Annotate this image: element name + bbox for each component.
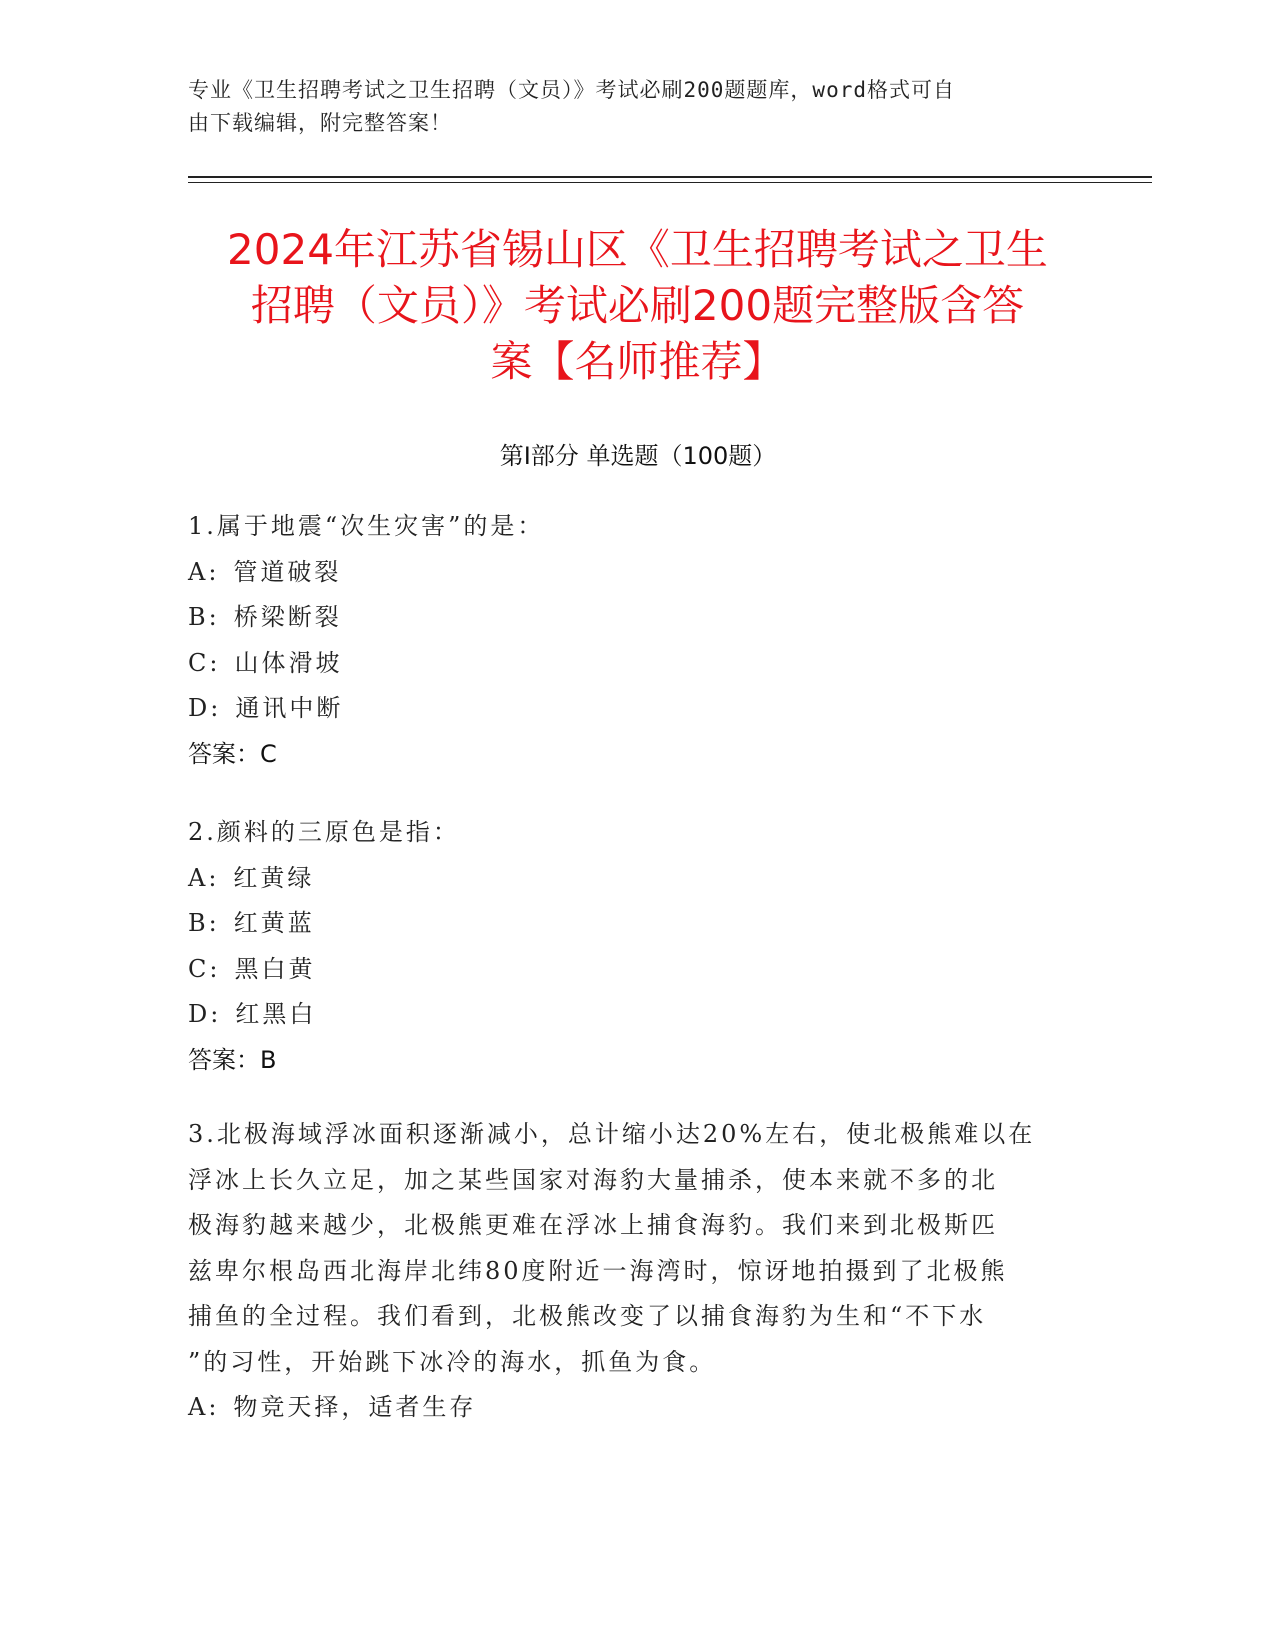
option-text: 通讯中断 xyxy=(235,694,344,722)
question-1-answer: 答案：C xyxy=(188,739,277,768)
option-text: 管道破裂 xyxy=(233,557,342,586)
option-letter: A: xyxy=(188,1393,220,1421)
option-text: 物竞天择，适者生存 xyxy=(233,1393,477,1421)
question-2-option-b xyxy=(188,901,1088,947)
document-title xyxy=(180,222,1095,390)
header-note-line-2: 由下载编辑，附完整答案！ xyxy=(188,111,452,135)
question-3-stem-line-1: 3.北极海域浮冰面积逐渐减小，总计缩小达20%左右，使北极熊难以在 xyxy=(188,1120,1036,1148)
option-letter: A: xyxy=(188,863,220,892)
option-letter: D: xyxy=(188,1000,222,1028)
question-1-option-a xyxy=(188,550,1088,596)
question-3-stem-line-5: 捕鱼的全过程。我们看到，北极熊改变了以捕食海豹为生和“不下水 xyxy=(188,1302,987,1330)
option-text: 红黑白 xyxy=(235,1000,317,1028)
question-2-stem: 2.颜料的三原色是指： xyxy=(188,818,460,846)
option-text: 红黄蓝 xyxy=(233,909,315,937)
header-divider-thin xyxy=(188,182,1152,183)
document-title-line-2: 招聘（文员）》考试必刷200题完整版含答 xyxy=(250,281,1025,330)
question-1-stem: 1.属于地震“次生灾害”的是： xyxy=(188,512,545,540)
option-text: 黑白黄 xyxy=(234,954,316,983)
question-3-stem-line-3: 极海豹越来越少，北极熊更难在浮冰上捕食海豹。我们来到北极斯匹 xyxy=(188,1211,998,1239)
header-note xyxy=(188,74,1068,140)
question-2-answer: 答案：B xyxy=(188,1045,277,1074)
option-text: 红黄绿 xyxy=(233,863,315,892)
question-3-stem-line-4: 兹卑尔根岛西北海岸北纬80度附近一海湾时，惊讶地拍摄到了北极熊 xyxy=(188,1256,1008,1285)
question-2-option-c xyxy=(188,947,1088,993)
question-2 xyxy=(188,810,1088,1083)
option-text: 山体滑坡 xyxy=(234,648,343,677)
option-letter: C: xyxy=(188,648,221,677)
option-text: 桥梁断裂 xyxy=(233,603,342,631)
question-3-option-a xyxy=(188,1385,1088,1431)
option-letter: A: xyxy=(188,557,220,586)
question-1-option-c xyxy=(188,641,1088,687)
question-1-option-b xyxy=(188,595,1088,641)
question-3-stem-line-2: 浮冰上长久立足，加之某些国家对海豹大量捕杀，使本来就不多的北 xyxy=(188,1165,998,1194)
header-note-line-1: 专业《卫生招聘考试之卫生招聘（文员）》考试必刷200题题库，word格式可自 xyxy=(188,78,955,102)
option-letter: B: xyxy=(188,909,220,937)
question-1-option-d xyxy=(188,686,1088,732)
question-3-stem-line-6: ”的习性，开始跳下冰冷的海水，抓鱼为食。 xyxy=(188,1347,717,1376)
option-letter: D: xyxy=(188,694,222,722)
question-2-option-d xyxy=(188,992,1088,1038)
header-divider-thick xyxy=(188,176,1152,178)
document-title-line-3: 案【名师推荐】 xyxy=(490,337,785,386)
question-1 xyxy=(188,504,1088,777)
document-title-line-1: 2024年江苏省锡山区《卫生招聘考试之卫生 xyxy=(227,225,1048,274)
question-2-option-a xyxy=(188,856,1088,902)
question-3 xyxy=(188,1112,1088,1431)
option-letter: B: xyxy=(188,603,220,631)
option-letter: C: xyxy=(188,954,221,983)
section-title: 第I部分 单选题（100题） xyxy=(499,442,777,470)
